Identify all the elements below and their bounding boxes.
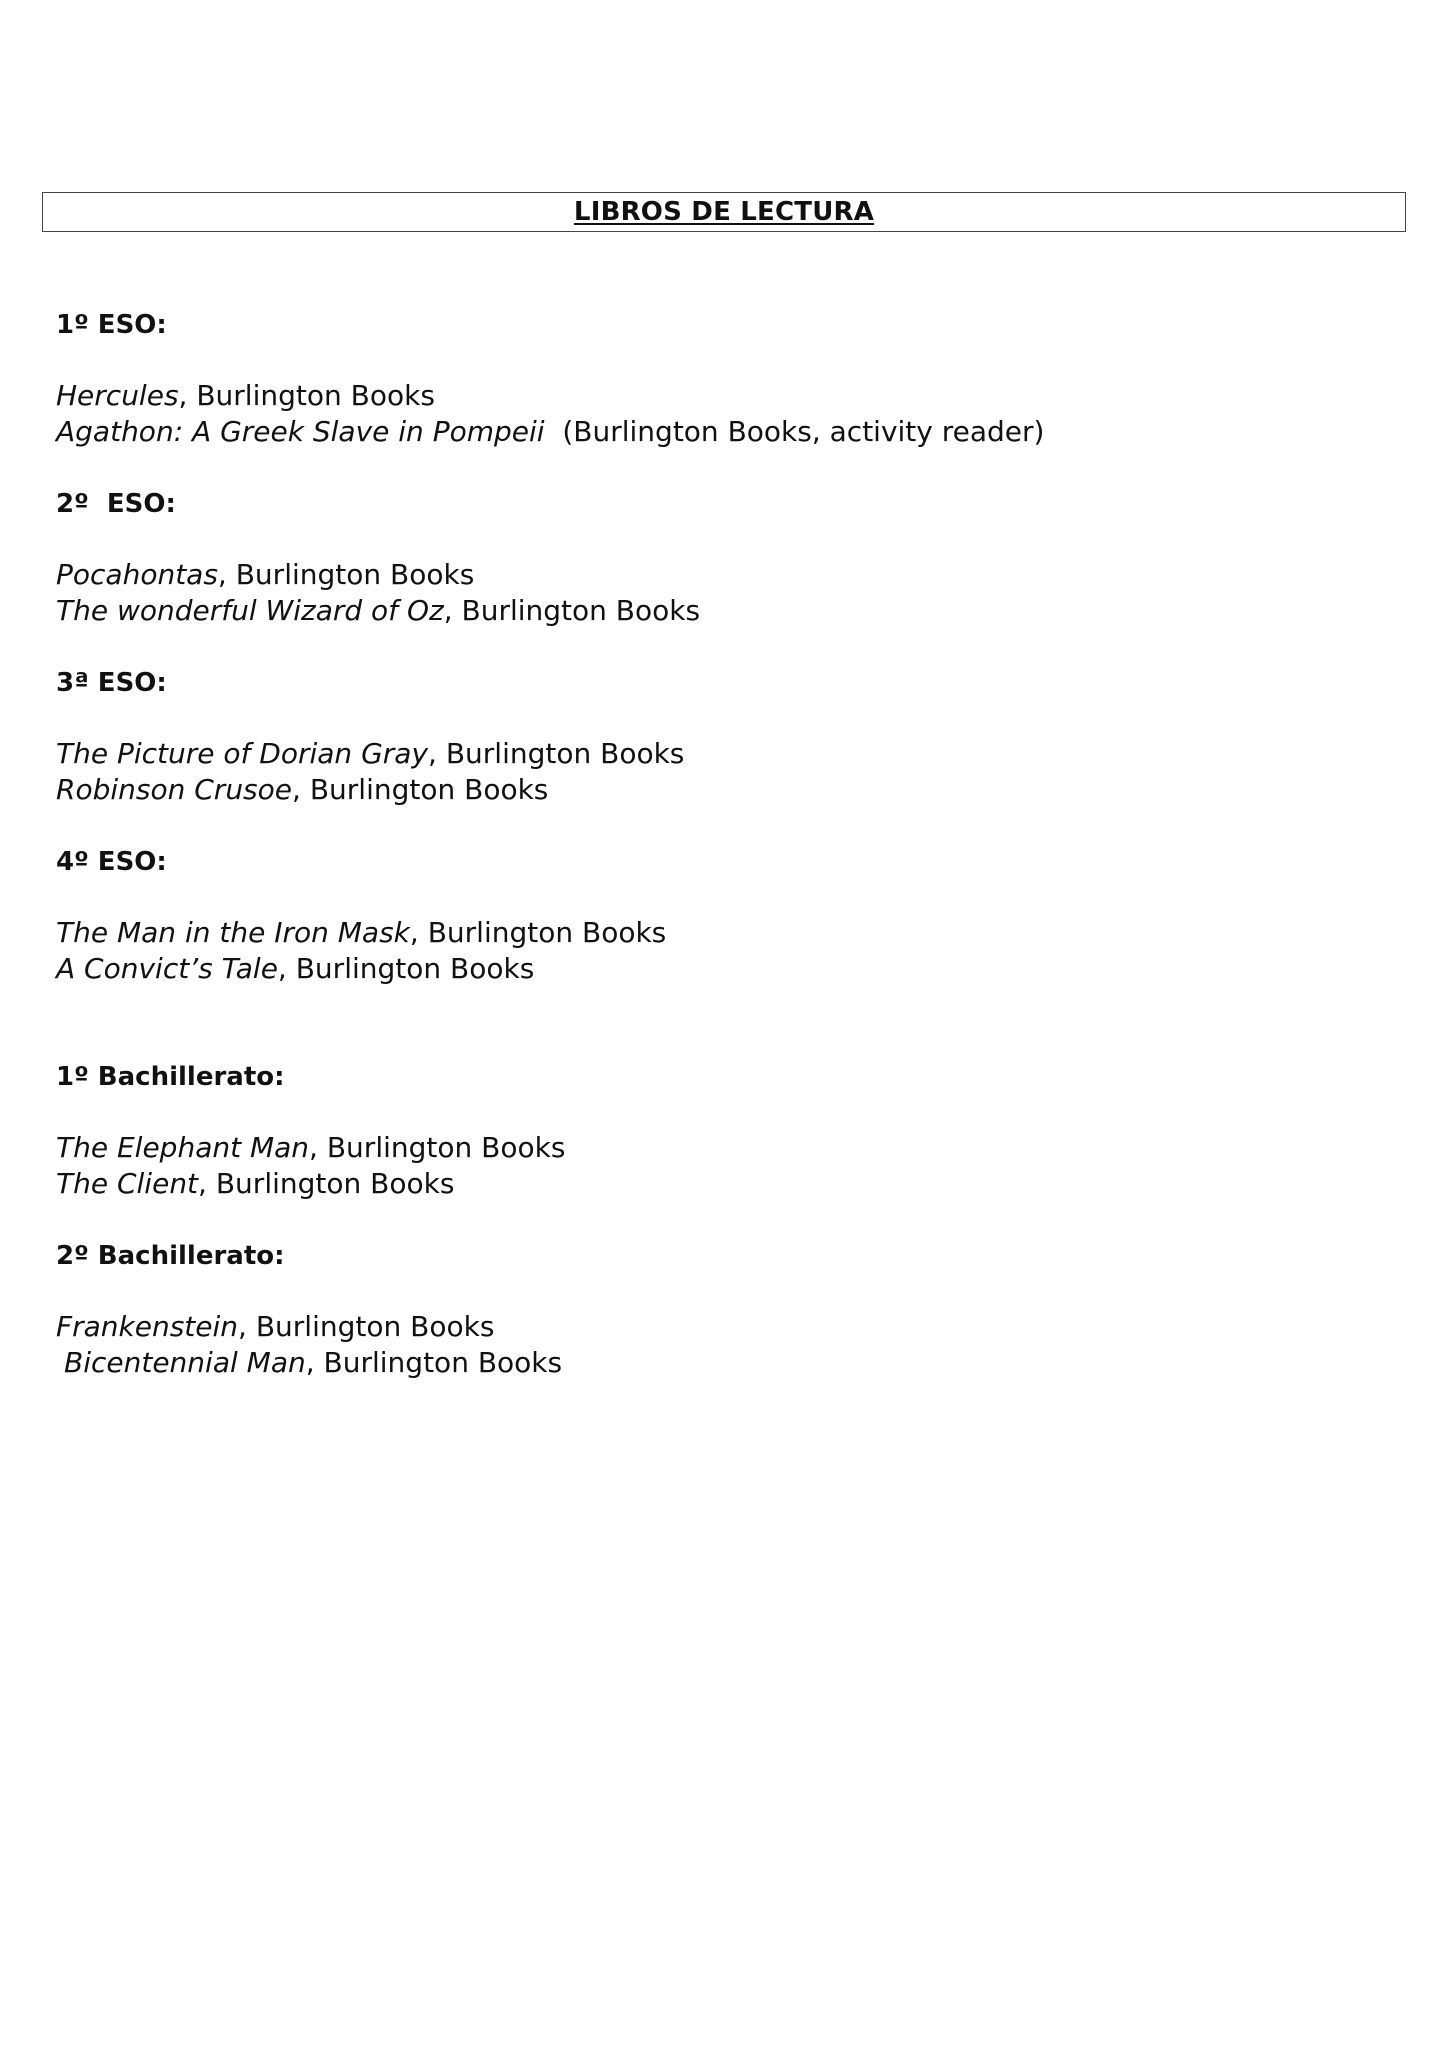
book-title: The Man in the Iron Mask	[56, 916, 410, 949]
book-title: A Convict’s Tale	[56, 952, 278, 985]
book-publisher: (Burlington Books, activity reader)	[544, 415, 1045, 448]
book-line	[56, 593, 700, 629]
book-title: Agathon: A Greek Slave in Pompeii	[56, 415, 545, 448]
section-heading-2-eso: 2º ESO:	[56, 489, 176, 519]
book-title: Bicentennial Man	[64, 1346, 306, 1379]
book-line	[56, 1309, 494, 1345]
book-title: The Client	[56, 1167, 199, 1200]
book-line	[56, 414, 1044, 450]
book-publisher: , Burlington Books	[409, 916, 667, 949]
section-heading-2-bachillerato: 2º Bachillerato:	[56, 1241, 285, 1271]
section-heading-4-eso: 4º ESO:	[56, 847, 167, 877]
title-box	[42, 192, 1406, 232]
book-title: The Elephant Man	[56, 1131, 310, 1164]
book-publisher: , Burlington Books	[305, 1346, 563, 1379]
book-publisher: , Burlington Books	[428, 737, 685, 770]
book-line	[56, 772, 548, 808]
book-title: Robinson Crusoe	[56, 773, 293, 806]
book-publisher: , Burlington Books	[292, 773, 549, 806]
book-line	[56, 1166, 454, 1202]
book-title: The Picture of Dorian Gray	[56, 737, 429, 770]
book-publisher: , Burlington Books	[198, 1167, 455, 1200]
section-heading-1-bachillerato: 1º Bachillerato:	[56, 1062, 285, 1092]
book-line	[56, 915, 666, 951]
book-line	[56, 557, 474, 593]
book-title: Frankenstein	[56, 1310, 239, 1343]
book-title: Pocahontas	[56, 558, 218, 591]
section-heading-3-eso: 3ª ESO:	[56, 668, 167, 698]
book-line	[56, 1345, 562, 1381]
book-publisher: , Burlington Books	[277, 952, 535, 985]
book-title: The wonderful Wizard of Oz	[56, 594, 444, 627]
book-publisher: , Burlington Books	[443, 594, 701, 627]
book-publisher: , Burlington Books	[238, 1310, 495, 1343]
book-line	[56, 378, 435, 414]
section-heading-1-eso: 1º ESO:	[56, 310, 167, 340]
book-line	[56, 1130, 565, 1166]
book-title: Hercules	[56, 379, 179, 412]
book-publisher: , Burlington Books	[178, 379, 435, 412]
document-title: LIBROS DE LECTURA	[573, 197, 875, 227]
book-publisher: , Burlington Books	[309, 1131, 566, 1164]
book-line	[56, 951, 534, 987]
book-publisher: , Burlington Books	[217, 558, 475, 591]
book-line	[56, 736, 684, 772]
